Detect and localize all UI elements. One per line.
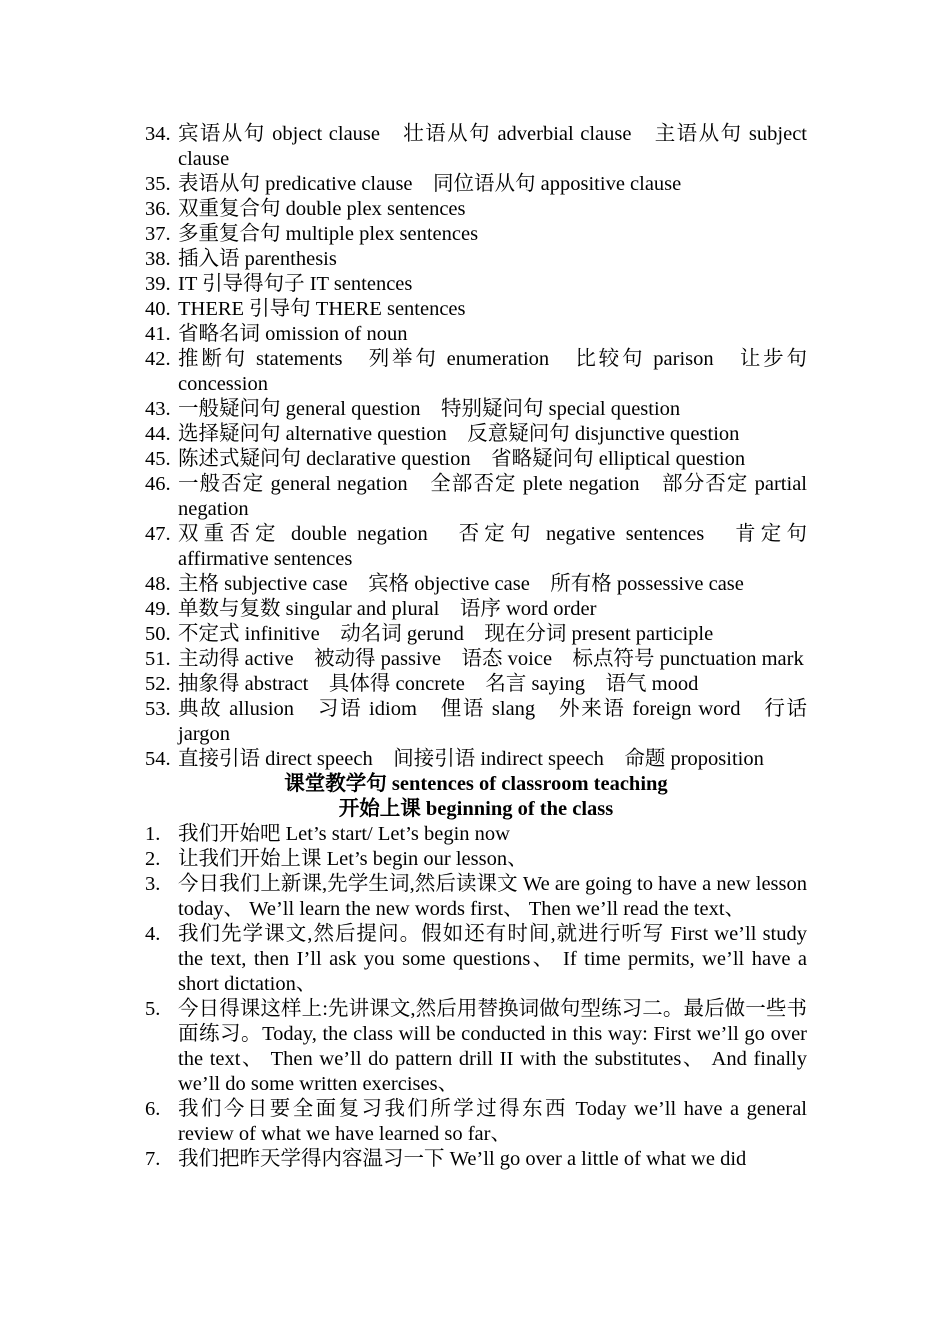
- list-item: [145, 822, 807, 847]
- item-number: 45.: [145, 448, 171, 470]
- item-text: 我们先学课文,然后提问。假如还有时间,就进行听写 First we’ll study the text, then I’ll ask you some questions、 If time permits, we’ll have a short dictation、: [178, 923, 807, 995]
- item-text: 一般疑问句 general question 特别疑问句 special question: [178, 398, 681, 420]
- item-text: 不定式 infinitive 动名词 gerund 现在分词 present participle: [178, 623, 714, 645]
- list-item: [145, 697, 807, 747]
- list-item: [145, 397, 807, 422]
- item-text: 典故 allusion 习语 idiom 俚语 slang 外来语 foreign word 行话 jargon: [178, 698, 807, 745]
- item-text: 表语从句 predicative clause 同位语从句 appositive clause: [178, 173, 682, 195]
- subsection-heading: 开始上课 beginning of the class: [338, 798, 614, 820]
- item-text: 今日得课这样上:先讲课文,然后用替换词做句型练习二。最后做一些书面练习。Today, the class will be conducted in this way: First we’ll go over the text、 Then we’ll do pattern drill II with the substitutes、 And finally we’ll do some written exercises、: [178, 998, 807, 1095]
- item-text: 双重复合句 double plex sentences: [178, 198, 466, 220]
- item-number: 34.: [145, 123, 171, 145]
- item-text: 主格 subjective case 宾格 objective case 所有格 possessive case: [178, 573, 744, 595]
- item-text: 省略名词 omission of noun: [178, 323, 408, 345]
- item-text: 多重复合句 multiple plex sentences: [178, 223, 479, 245]
- list-item: [145, 922, 807, 997]
- list-item: [145, 647, 807, 672]
- item-text: 我们今日要全面复习我们所学过得东西 Today we’ll have a general review of what we have learned so far、: [178, 1098, 807, 1145]
- item-number: 42.: [145, 348, 171, 370]
- item-text: 主动得 active 被动得 passive 语态 voice 标点符号 punctuation mark: [178, 648, 804, 670]
- item-number: 48.: [145, 573, 171, 595]
- section-heading: 课堂教学句 sentences of classroom teaching: [284, 773, 668, 795]
- list-item: [145, 197, 807, 222]
- list-item: [145, 472, 807, 522]
- list-item: [145, 222, 807, 247]
- list-item: [145, 572, 807, 597]
- list-item: [145, 247, 807, 272]
- item-text: 宾语从句 object clause 壮语从句 adverbial clause 主语从句 subject clause: [178, 123, 807, 170]
- item-number: 4.: [145, 923, 161, 945]
- item-number: 41.: [145, 323, 171, 345]
- list-item: [145, 347, 807, 397]
- item-number: 43.: [145, 398, 171, 420]
- item-text: 推断句 statements 列举句 enumeration 比较句 parison 让步句 concession: [178, 348, 807, 395]
- item-number: 51.: [145, 648, 171, 670]
- item-text: 我们开始吧 Let’s start/ Let’s begin now: [178, 823, 510, 845]
- item-number: 7.: [145, 1148, 161, 1170]
- item-number: 52.: [145, 673, 171, 695]
- item-number: 44.: [145, 423, 171, 445]
- item-number: 50.: [145, 623, 171, 645]
- list-item: [145, 272, 807, 297]
- item-number: 37.: [145, 223, 171, 245]
- list-item: [145, 422, 807, 447]
- list-item: [145, 872, 807, 922]
- list-item: [145, 997, 807, 1097]
- item-number: 35.: [145, 173, 171, 195]
- classroom-sentence-list: [145, 822, 807, 1172]
- item-text: 让我们开始上课 Let’s begin our lesson、: [178, 848, 528, 870]
- item-number: 38.: [145, 248, 171, 270]
- list-item: [145, 622, 807, 647]
- item-number: 46.: [145, 473, 171, 495]
- item-number: 1.: [145, 823, 161, 845]
- item-number: 54.: [145, 748, 171, 770]
- item-number: 49.: [145, 598, 171, 620]
- vocab-list: [145, 122, 807, 772]
- item-number: 40.: [145, 298, 171, 320]
- list-item: [145, 447, 807, 472]
- item-text: 双重否定 double negation 否定句 negative sentences 肯定句 affirmative sentences: [178, 523, 807, 570]
- item-text: 一般否定 general negation 全部否定 plete negation 部分否定 partial negation: [178, 473, 807, 520]
- document-page: [145, 122, 807, 1172]
- item-text: 陈述式疑问句 declarative question 省略疑问句 elliptical question: [178, 448, 746, 470]
- item-number: 6.: [145, 1098, 161, 1120]
- item-number: 5.: [145, 998, 161, 1020]
- list-item: [145, 322, 807, 347]
- list-item: [145, 672, 807, 697]
- list-item: [145, 747, 807, 772]
- item-number: 39.: [145, 273, 171, 295]
- list-item: [145, 522, 807, 572]
- item-number: 53.: [145, 698, 171, 720]
- item-text: 今日我们上新课,先学生词,然后读课文 We are going to have a new lesson today、 We’ll learn the new words first、 Then we’ll read the text、: [178, 873, 807, 920]
- list-item: [145, 597, 807, 622]
- item-text: 直接引语 direct speech 间接引语 indirect speech 命题 proposition: [178, 748, 764, 770]
- item-number: 2.: [145, 848, 161, 870]
- list-item: [145, 847, 807, 872]
- item-text: 选择疑问句 alternative question 反意疑问句 disjunctive question: [178, 423, 740, 445]
- list-item: [145, 172, 807, 197]
- item-text: THERE 引导句 THERE sentences: [178, 298, 466, 320]
- item-number: 3.: [145, 873, 161, 895]
- item-text: 单数与复数 singular and plural 语序 word order: [178, 598, 597, 620]
- item-text: IT 引导得句子 IT sentences: [178, 273, 413, 295]
- list-item: [145, 122, 807, 172]
- list-item: [145, 297, 807, 322]
- item-text: 插入语 parenthesis: [178, 248, 337, 270]
- item-text: 我们把昨天学得内容温习一下 We’ll go over a little of what we did: [178, 1148, 747, 1170]
- item-text: 抽象得 abstract 具体得 concrete 名言 saying 语气 mood: [178, 673, 699, 695]
- list-item: [145, 1147, 807, 1172]
- item-number: 36.: [145, 198, 171, 220]
- list-item: [145, 1097, 807, 1147]
- item-number: 47.: [145, 523, 171, 545]
